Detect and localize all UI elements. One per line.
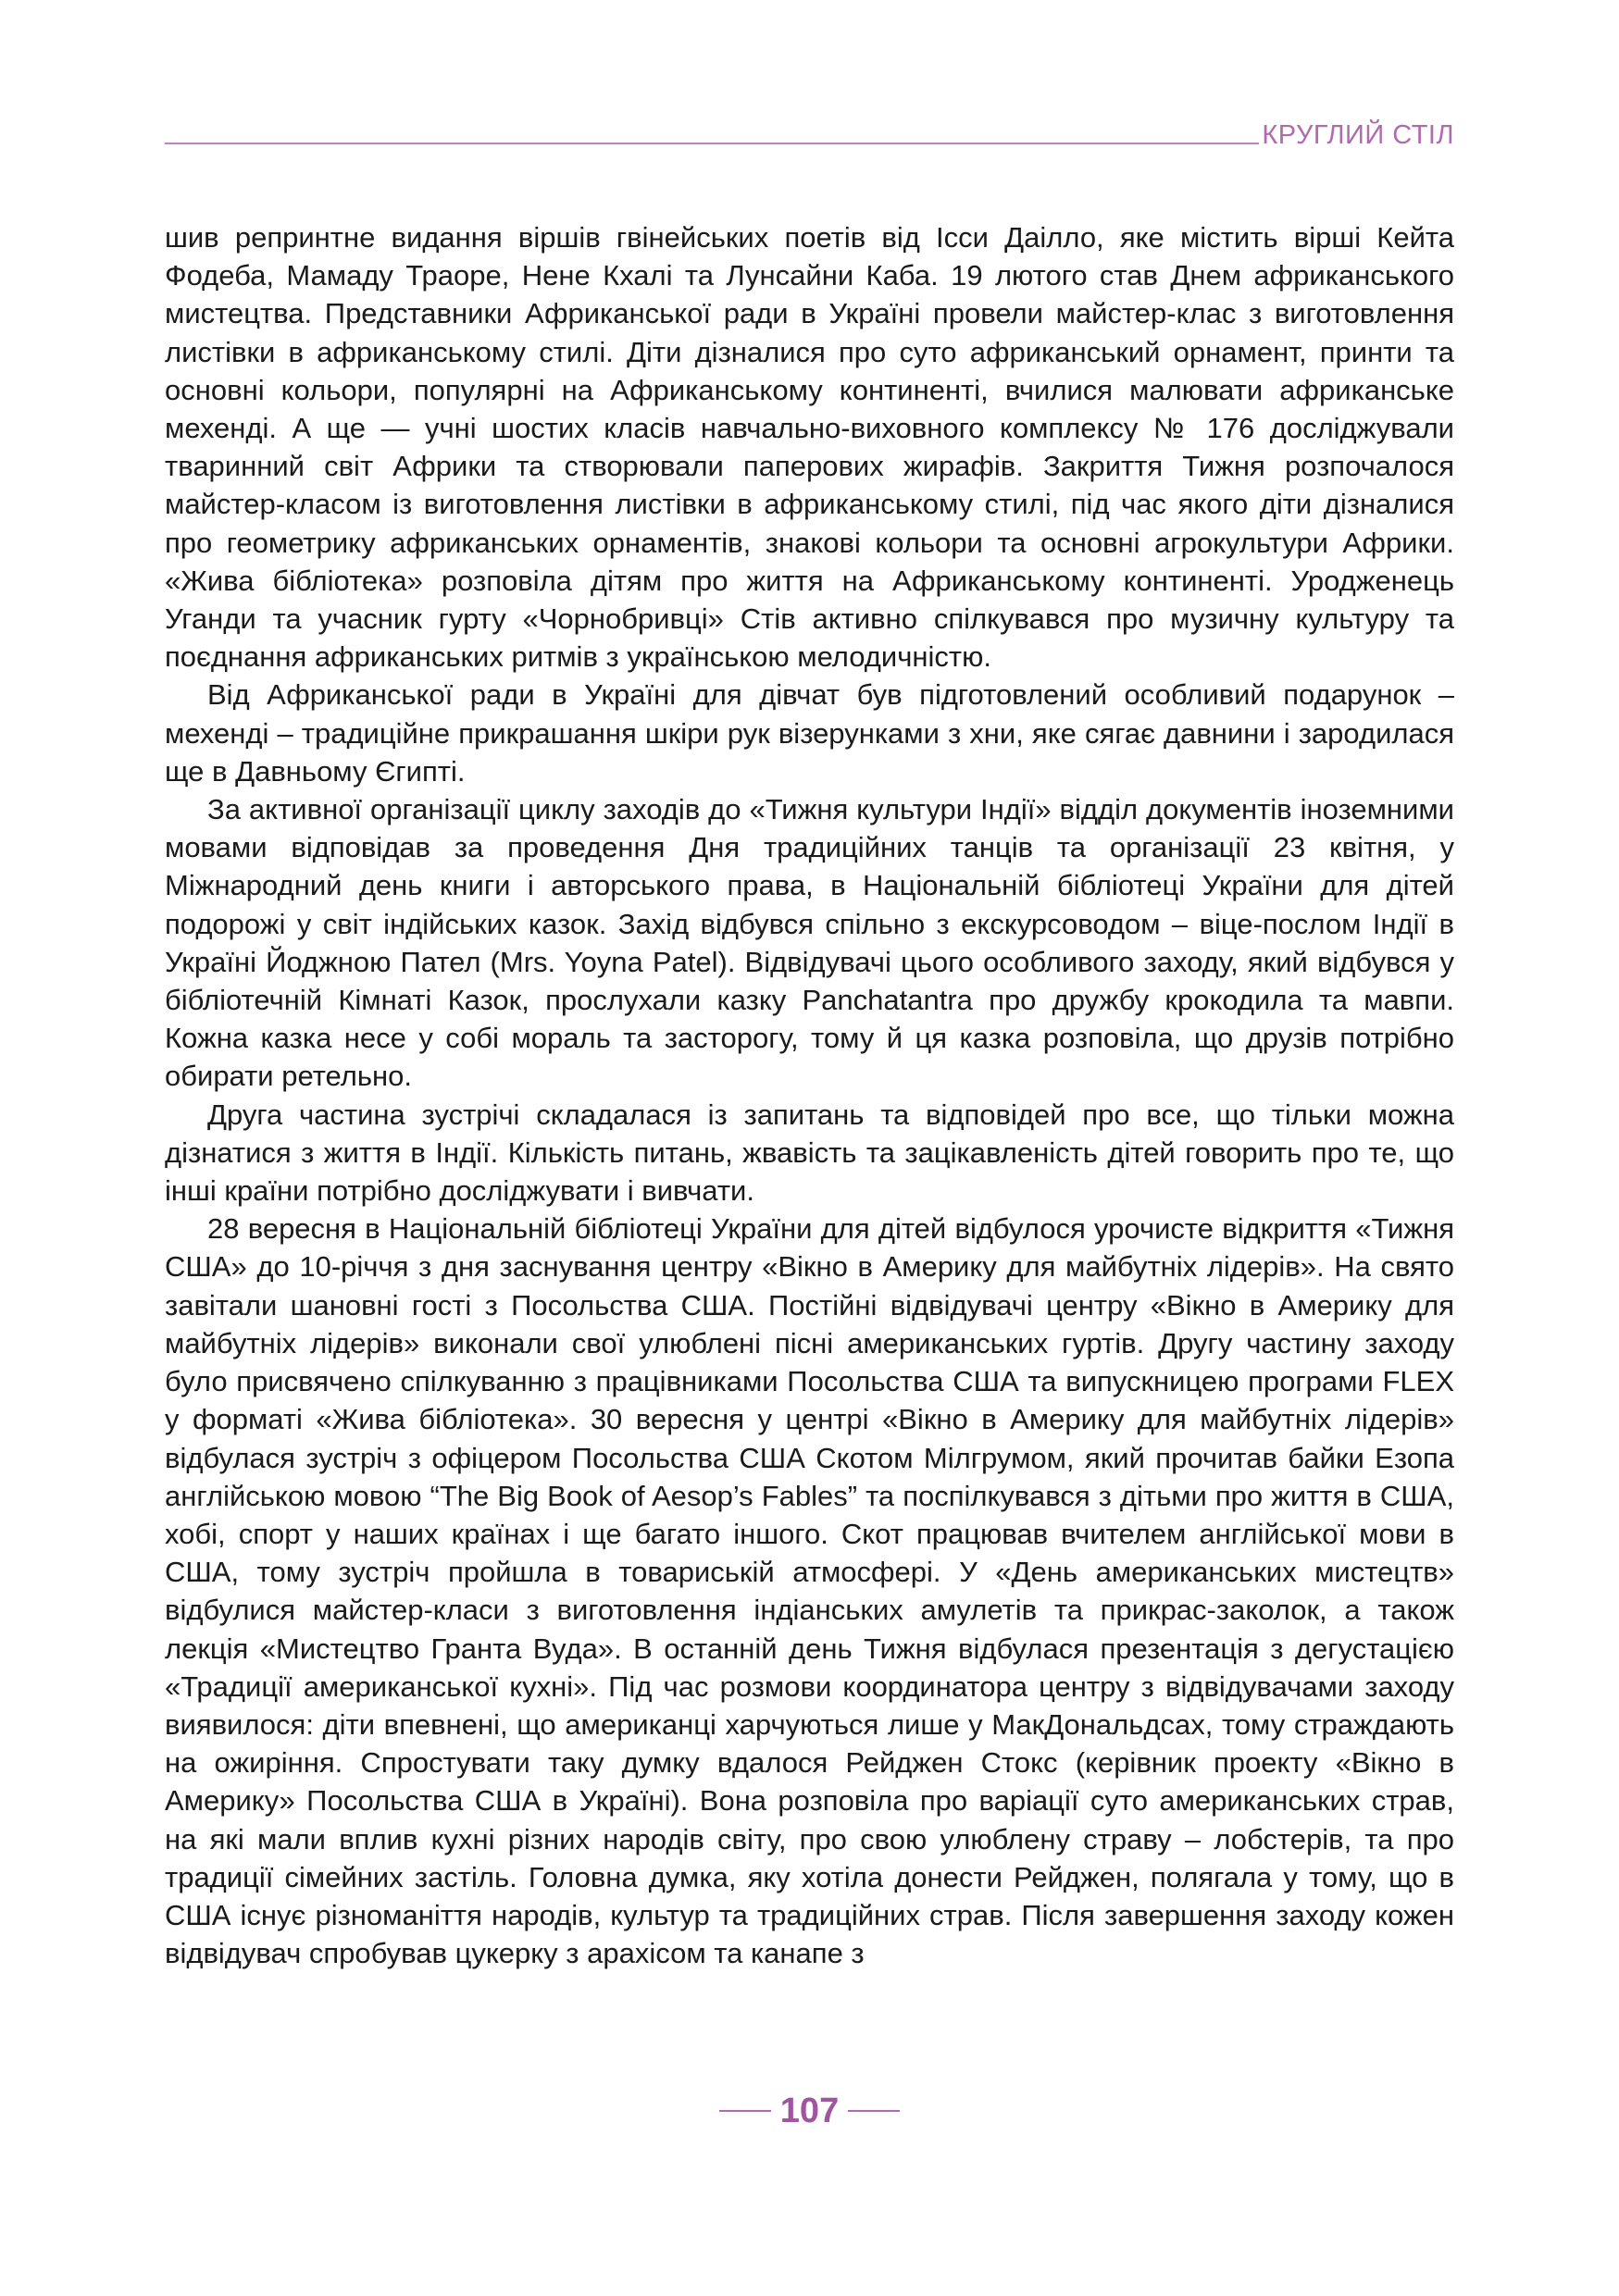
article-body: [165, 218, 1454, 1972]
page-number: 107: [779, 2091, 840, 2130]
running-head: КРУГЛИЙ СТІЛ: [1262, 120, 1454, 150]
paragraph: Від Африканської ради в Україні для дівчат був підготовлений особливий подарунок – мехенді – традиційне прикрашання шкіри рук візерунками з хни, яке сягає давнини і зародилася ще в Давньому Єгипті.: [165, 678, 1454, 788]
folio-rule-left: [719, 2110, 771, 2112]
paragraph: 28 вересня в Національній бібліотеці України для дітей відбулося урочисте відкриття «Тижня США» до 10-річчя з дня заснування центру «Вікно в Америку для майбутніх лідерів». На свято завітали шановні гості з Посольства США. Постійні відвідувачі центру «Вікно в Америку для майбутніх лідерів» виконали свої улюблені пісні американських гуртів. Другу частину заходу було присвячено спілкуванню з працівниками Посольства США та випускницею програми FLEX у форматі «Жива бібліотека». 30 вересня у центрі «Вікно в Америку для майбутніх лідерів» відбулася зустріч з офіцером Посольства США Скотом Мілгрумом, який прочитав байки Езопа англійською мовою “The Big Book of Aesop’s Fables” та поспілкувався з дітьми про життя в США, хобі, спорт у наших країнах і ще багато іншого. Скот працював вчителем англійської мови в США, тому зустріч пройшла в товариській атмосфері. У «День американських мистецтв» відбулися майстер-класи з виготовлення індіанських амулетів та прикрас-заколок, а також лекція «Мистецтво Гранта Вуда». В останній день Тижня відбулася презентація з дегустацією «Традиції американської кухні». Під час розмови координатора центру з відвідувачами заходу виявилося: діти впевнені, що американці харчуються лише у МакДональдсах, тому страждають на ожиріння. Спростувати таку думку вдалося Рейджен Стокс (керівник проекту «Вікно в Америку» Посольства США в Україні). Вона розповіла про варіації суто американських страв, на які мали вплив кухні різних народів світу, про свою улюблену страву – лобстерів, та про традиції сімейних застіль. Головна думка, яку хотіла донести Рейджен, полягала у тому, що в США існує різноманіття народів, культур та традиційних страв. Після завершення заходу кожен відвідувач спробував цукерку з арахісом та канапе з: [165, 1212, 1454, 1970]
paragraph: шив репринтне видання віршів гвінейських поетів від Ісси Даілло, яке містить вірші Кейта Фодеба, Мамаду Траоре, Нене Кхалі та Лунсайни Каба. 19 лютого став Днем африканського мистецтва. Представники Африканської ради в Україні провели майстер-клас з виготовлення листівки в африканському стилі. Діти дізналися про суто африканський орнамент, принти та основні кольори, популярні на Африканському континенті, вчилися малювати африканське мехенді. А ще — учні шостих класів навчально-виховного комплексу № 176 досліджували тваринний світ Африки та створювали паперових жирафів. Закриття Тижня розпочалося майстер-класом із виготовлення листівки в африканському стилі, під час якого діти дізналися про геометрику африканських орнаментів, знакові кольори та основні агрокультури Африки. «Жива бібліотека» розповіла дітям про життя на Африканському континенті. Уродженець Уганди та учасник гурту «Чорнобривці» Стів активно спілкувався про музичну культуру та поєднання африканських ритмів з українською мелодичністю.: [165, 221, 1454, 674]
header-rule: [165, 143, 1259, 144]
page-footer: [0, 2088, 1619, 2134]
paragraph: За активної організації циклу заходів до «Тижня культури Індії» відділ документів іноземними мовами відповідав за проведення Дня традиційних танців та організації 23 квітня, у Міжнародний день книги і авторського права, в Національній бібліотеці України для дітей подорожі у світ індійських казок. Захід відбувся спільно з екскурсоводом – віце-послом Індії в Україні Йоджною Пател (Mrs. Yoyna Patel). Відвідувачі цього особливого заходу, який відбувся у бібліотечній Кімнаті Казок, прослухали казку Panchatantra про дружбу крокодила та мавпи. Кожна казка несе у собі мораль та засторогу, тому й ця казка розповіла, що друзів потрібно обирати ретельно.: [165, 793, 1454, 1093]
folio-rule-right: [848, 2110, 900, 2112]
paragraph: Друга частина зустрічі складалася із запитань та відповідей про все, що тільки можна дізнатися з життя в Індії. Кількість питань, жвавість та зацікавленість дітей говорить про те, що інші країни потрібно досліджувати і вивчати.: [165, 1098, 1454, 1208]
